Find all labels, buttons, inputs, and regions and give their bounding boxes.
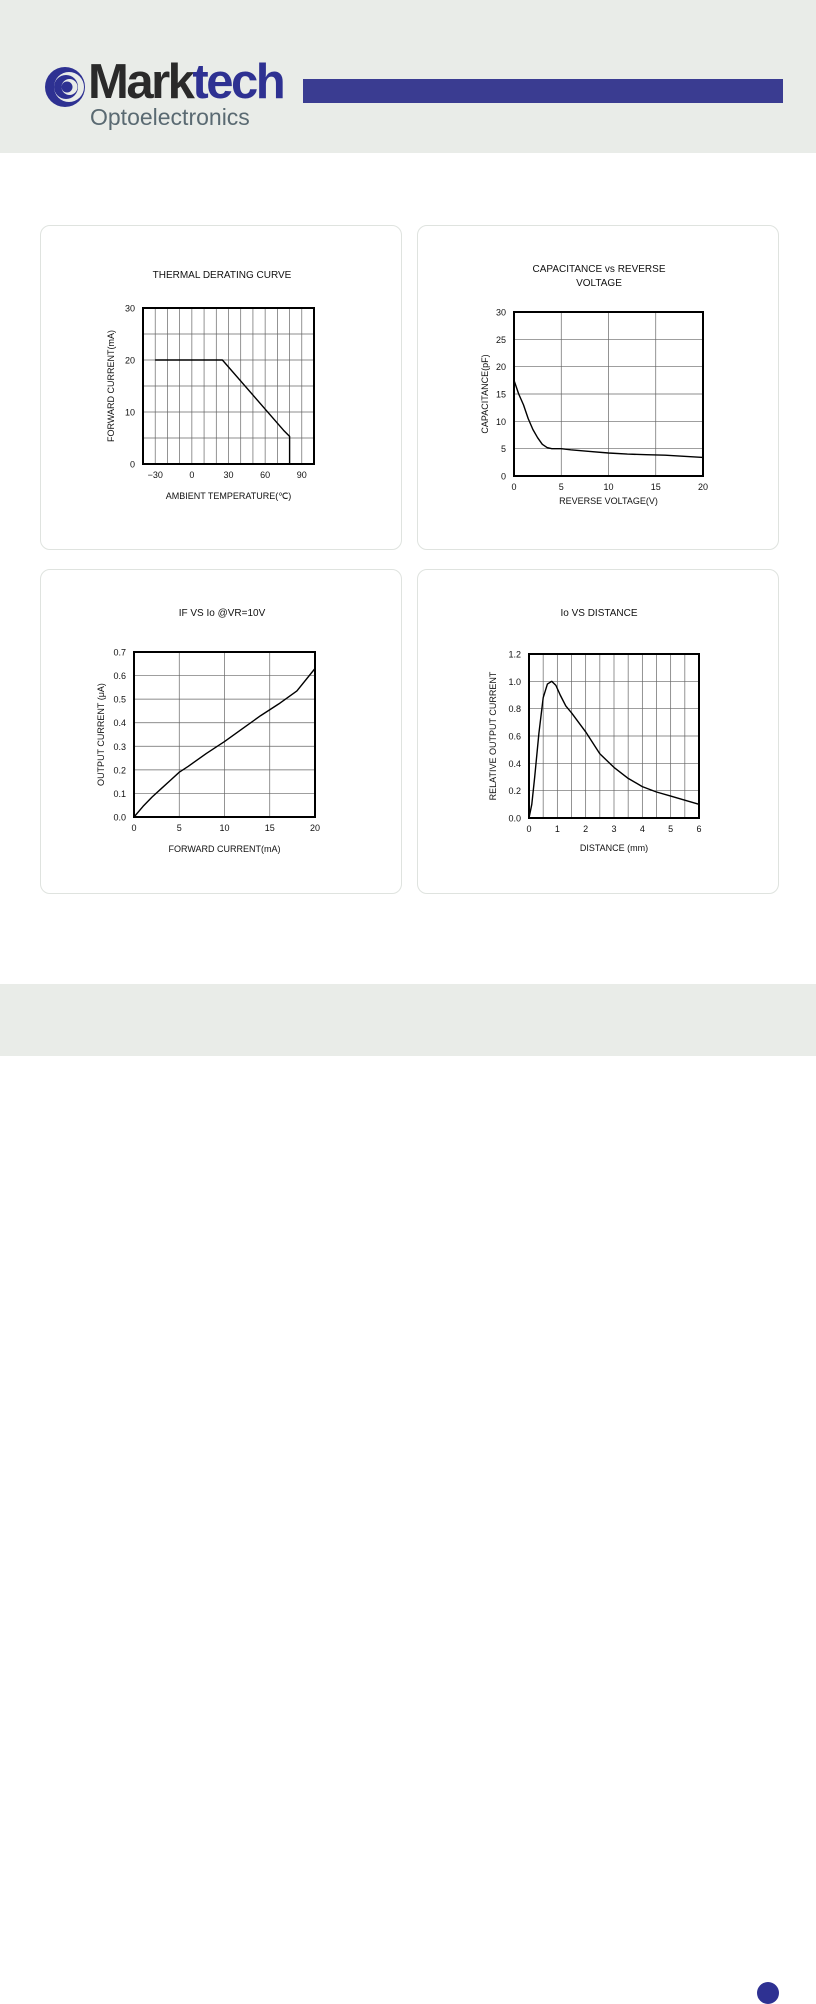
chart-panel-if-vs-io [40, 569, 402, 894]
brand-subtitle: Optoelectronics [90, 104, 250, 130]
x-tick-label: 6 [696, 824, 702, 834]
x-tick-label: 0 [131, 823, 137, 833]
y-tick-label: 10 [495, 416, 506, 427]
x-tick-label: 30 [223, 470, 234, 480]
y-tick-label: 5 [500, 444, 506, 455]
page-footer [0, 984, 816, 1056]
marktech-logo-icon [44, 66, 86, 108]
y-tick-label: 0.8 [508, 704, 521, 715]
chart-title: THERMAL DERATING CURVE [152, 270, 292, 281]
y-tick-label: 0.0 [113, 812, 126, 823]
x-tick-label: 10 [219, 823, 230, 833]
y-axis-label: RELATIVE OUTPUT CURRENT [488, 671, 498, 801]
x-tick-label: 0 [511, 482, 517, 492]
y-tick-label: 0.2 [113, 765, 126, 776]
thermal-derating-chart [41, 226, 403, 551]
x-axis-label: DISTANCE (mm) [579, 843, 649, 853]
x-axis-label: REVERSE VOLTAGE(V) [559, 496, 658, 506]
x-tick-label: −30 [147, 470, 163, 480]
chart-title-line-2: VOLTAGE [576, 278, 622, 289]
y-tick-label: 0.7 [113, 647, 126, 658]
x-tick-label: 4 [639, 824, 645, 834]
x-tick-label: 90 [296, 470, 307, 480]
y-tick-label: 20 [124, 355, 135, 366]
header-accent-bar [303, 79, 783, 103]
y-tick-label: 30 [124, 303, 135, 314]
y-tick-label: 0.6 [113, 671, 126, 682]
y-axis-label: FORWARD CURRENT(mA) [106, 330, 116, 442]
y-tick-label: 1.2 [508, 649, 521, 660]
chart-title: CAPACITANCE vs REVERSE [532, 264, 666, 275]
if-vs-io-chart [41, 570, 403, 895]
x-tick-label: 0 [189, 470, 195, 480]
y-tick-label: 1.0 [508, 676, 521, 687]
y-tick-label: 20 [495, 362, 506, 373]
y-tick-label: 0.0 [508, 813, 521, 824]
chart-panel-capacitance [417, 225, 779, 550]
x-tick-label: 15 [650, 482, 661, 492]
y-tick-label: 0.4 [508, 758, 521, 769]
y-tick-label: 0.2 [508, 786, 521, 797]
page-header [0, 0, 816, 153]
capacitance-chart [418, 226, 780, 551]
x-tick-label: 5 [558, 482, 564, 492]
brand-name-dark: Mark [88, 55, 193, 109]
y-tick-label: 0.4 [113, 718, 126, 729]
x-axis-label: FORWARD CURRENT(mA) [168, 844, 281, 854]
x-tick-label: 60 [260, 470, 271, 480]
y-tick-label: 25 [495, 334, 506, 345]
y-tick-label: 0 [500, 471, 506, 482]
y-tick-label: 0 [129, 459, 135, 470]
x-axis-label: AMBIENT TEMPERATURE(℃) [165, 491, 292, 501]
io-vs-distance-chart [418, 570, 780, 895]
page-marker-icon [757, 1982, 779, 2004]
y-tick-label: 0.1 [113, 788, 126, 799]
x-tick-label: 2 [583, 824, 589, 834]
x-tick-label: 10 [603, 482, 614, 492]
y-tick-label: 30 [495, 307, 506, 318]
x-tick-label: 5 [176, 823, 182, 833]
y-axis-label: CAPACITANCE(pF) [480, 354, 490, 434]
x-tick-label: 0 [526, 824, 532, 834]
brand-name [88, 55, 284, 109]
chart-panel-io-vs-distance [417, 569, 779, 894]
y-tick-label: 0.6 [508, 731, 521, 742]
brand-name-accent: tech [192, 55, 284, 109]
chart-panel-thermal-derating [40, 225, 402, 550]
x-tick-label: 20 [309, 823, 321, 833]
x-tick-label: 15 [264, 823, 275, 833]
y-axis-label: OUTPUT CURRENT (μA) [96, 683, 106, 786]
x-tick-label: 5 [668, 824, 674, 834]
x-tick-label: 20 [697, 482, 709, 492]
x-tick-label: 3 [611, 824, 617, 834]
y-tick-label: 15 [495, 389, 506, 400]
x-tick-label: 1 [554, 824, 560, 834]
y-tick-label: 0.3 [113, 741, 126, 752]
y-tick-label: 10 [124, 407, 135, 418]
chart-title: Io VS DISTANCE [560, 608, 638, 619]
chart-title: IF VS Io @VR=10V [178, 608, 266, 619]
y-tick-label: 0.5 [113, 694, 126, 705]
